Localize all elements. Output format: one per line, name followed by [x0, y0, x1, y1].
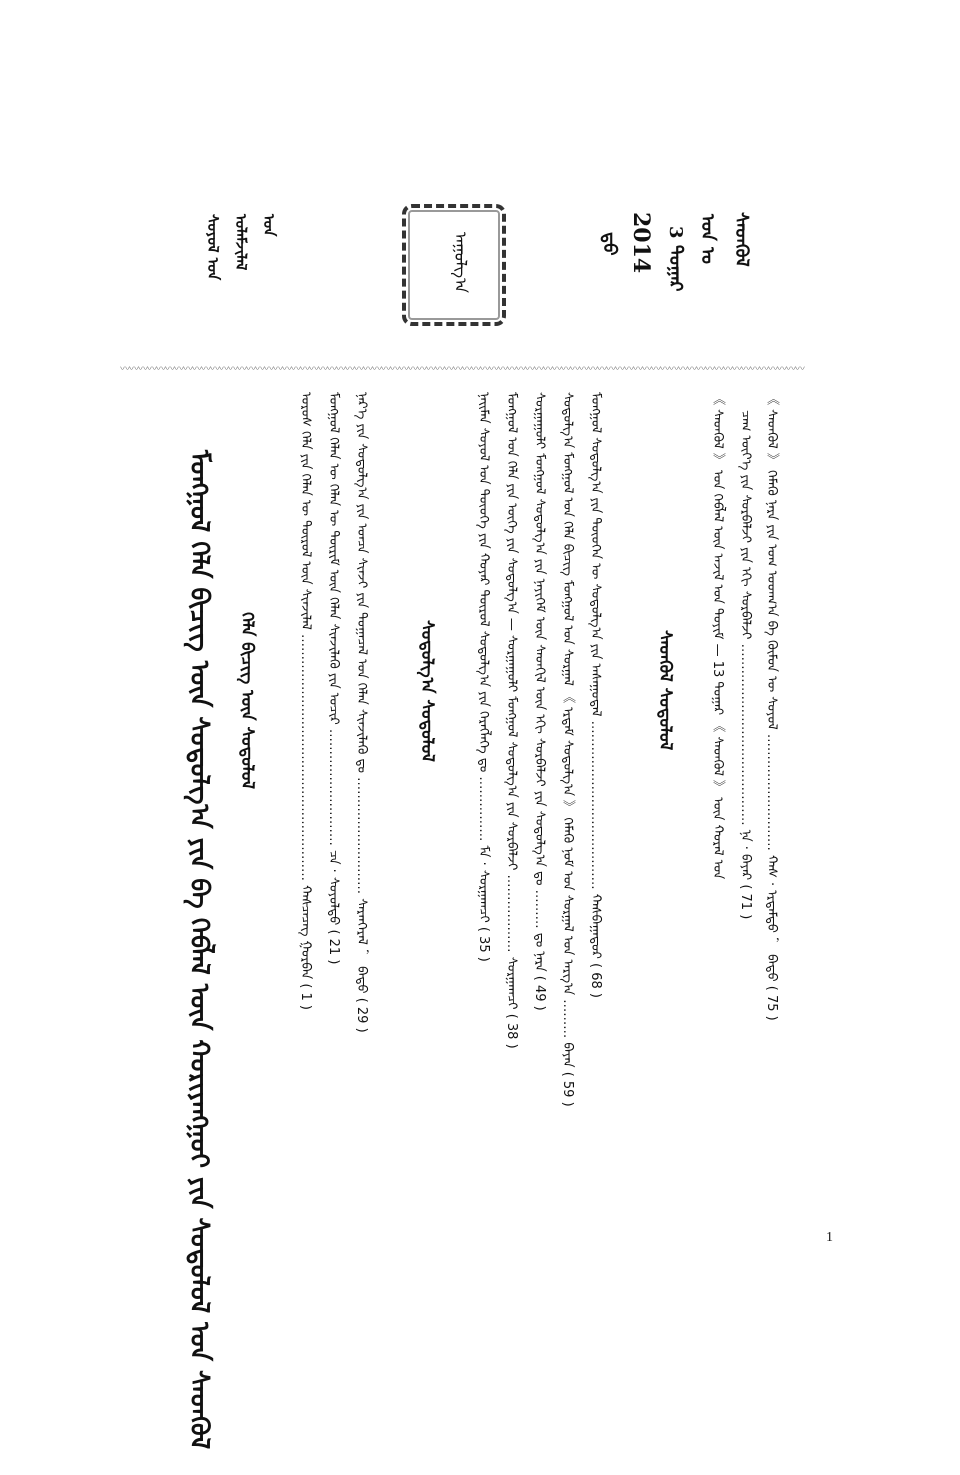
- toc-entry[interactable]: [294, 392, 317, 1457]
- page-number: 1: [826, 1230, 833, 1245]
- issue-label: ᠳᠤᠭᠠᠷ: [665, 244, 686, 292]
- section-heading-2: ᠰᠤᠳᠤᠯᠭ᠎ᠠ ᠰᠤᠳᠤᠯᠤᠯ: [417, 620, 437, 762]
- toc-entry-author: ᠮᠠ · ᠰᠤᠷᠭᠠᠭᠴᠢ: [476, 845, 491, 923]
- toc-entry[interactable]: [760, 392, 783, 1457]
- toc-entry-title: ᠮᠣᠩᠭᠣᠯ ᠬᠡᠯᠡᠨ ᠦ ᠬᠡᠯᠡᠨ ᠦ ᠳᠦᠷᠢᠮ ᠦᠨ ᠬᠡᠯᠡᠨ ᠰᠢᠨᠵᠢᠯᠡᠬᠦ ᠶᠢᠨ ᠤᠴᠢᠷ: [326, 392, 341, 725]
- toc-entry-author: ᠨᠠ · ᠪᠠᠶᠠᠷ: [738, 829, 753, 881]
- section-heading-1: ᠰᠡᠳᠬᠦᠯ ᠰᠤᠳᠤᠯᠤᠯ: [655, 630, 675, 751]
- toc-entry-title: ᠮᠣᠩᠭᠣᠯ ᠤᠨ ᠬᠡᠯᠡ ᠶᠢᠨ ᠦᠭᠡ ᠶᠢᠨ ᠰᠤᠳᠤᠯᠭ᠎ᠠ — ᠰᠤᠷᠭᠠᠭᠤᠯᠢ ᠮᠣᠩᠭᠣᠯ ᠰᠤᠳᠤᠯᠭ᠎ᠠ ᠶᠢᠨ ᠰᠤᠷᠪᠠᠯᠵᠢ: [504, 392, 519, 871]
- toc-leader-dots: ………………: [504, 874, 519, 957]
- toc-entry-title: ᠰᠤᠷᠭᠠᠭᠤᠯᠢ ᠮᠣᠩᠭᠣᠯ ᠰᠤᠳᠤᠯᠭ᠎ᠠ ᠶᠢᠨ ᠨᠡᠶᠢᠭᠡᠮ ᠦᠨ ᠰᠡᠳᠬᠢᠯ ᠦᠨ ᠡᠬᠢ ᠰᠤᠷᠪᠠᠯᠵᠢ ᠶᠢᠨ ᠰᠤᠳᠤᠯᠭ᠎ᠠ ᠳᠤ: [532, 392, 547, 886]
- toc-entry-title: ᠰᠤᠳᠤᠯᠭ᠎ᠠ ᠮᠣᠩᠭᠣᠯ ᠤᠨ ᠬᠡᠯᠡ ᠪᠢᠴᠢᠭ ᠮᠣᠩᠭᠣᠯ ᠤᠨ ᠰᠤᠷᠭᠠᠯ 《 ᠡᠷᠳᠡᠮ ᠰᠤᠳᠤᠯᠭ᠎ᠠ 》 ᠬᠡᠮᠡᠬᠦ ᠨᠣᠮ ᠤᠨ ᠰᠤᠷᠭᠠᠯ ᠤᠨ ᠠᠷᠭ᠎ᠠ: [560, 392, 575, 996]
- toc-entry-page: ( 75 ): [764, 985, 779, 1021]
- toc-entry-page: ( 35 ): [476, 926, 491, 962]
- toc-entry-page: ( 49 ): [532, 975, 547, 1011]
- toc-entry-author: ᠬᠠᠰᠪᠠᠭᠠᠲᠦᠷ: [588, 893, 603, 959]
- toc-leader-dots: ……………: [476, 776, 491, 846]
- toc-leader-dots: ………………………: [354, 777, 369, 899]
- vol-text: ᠳ᠋ᠤ: [599, 232, 620, 256]
- toc-entry-author: ᠰᠠᠷᠠᠨᠭᠡᠷᠡᠯ ， ᠪᠠᠲᠦ: [354, 898, 369, 994]
- toc-entry-page: ( 21 ): [326, 929, 341, 965]
- toc-entry-author: ᠬᠠᠰᠴᠡᠴᠡᠭ ᠭᠤᠷᠪᠠᠨ: [298, 885, 313, 980]
- series-label: ᠣᠨ ᠤ: [697, 214, 718, 264]
- toc-entry-title: ᠨᠡᠷ᠎ᠡ ᠶᠢᠨ ᠰᠤᠳᠤᠯᠭ᠎ᠠ ᠶᠢᠨ ᠣᠨᠴᠠ ᠰᠢᠨᠵᠢ ᠶᠢᠨ ᠲᠣᠭᠠᠴᠠᠯ ᠤᠨ ᠬᠡᠯᠡᠨ ᠰᠢᠨᠵᠢᠯᠡᠬᠦ ᠳᠤ: [354, 392, 369, 773]
- toc-entry-page: ( 68 ): [588, 963, 603, 998]
- toc-entry-title: 《 ᠰᠡᠳᠬᠦᠯ 》 ᠬᠡᠮᠡᠬᠦ ᠨᠡᠷᠡ ᠶᠢᠨ ᠤᠭ ᠤᠳᠬ᠎ᠠ ᠪᠠ ᠬᠦᠮᠦᠨ ᠦ ᠰᠣᠶᠣᠯ: [764, 392, 779, 730]
- toc-entry-title: 《 ᠰᠡᠳᠬᠦᠯ 》 ᠤᠨ ᠬᠡᠪᠯᠡᠯ ᠦᠨ ᠠᠵᠢᠯ ᠤᠨ ᠲᠣᠶᠢᠮ — 13 ᠳᠤᠭᠠᠷ 《 ᠰᠡᠳᠬᠦᠯ 》 ᠦᠨ ᠬᠤᠷᠠᠯ ᠤᠨ: [710, 392, 725, 880]
- toc-entry-page: ( 29 ): [354, 997, 369, 1033]
- toc-entry[interactable]: [706, 392, 729, 1457]
- issue-number: 3: [665, 226, 686, 239]
- toc-leader-dots: ………: [532, 889, 547, 933]
- stamp-text: ᠠᠭᠤᠯᠭ᠎ᠠ: [451, 232, 470, 293]
- journal-word: ᠰᠡᠳᠬᠦᠯ: [731, 212, 752, 267]
- toc-entry[interactable]: [322, 392, 345, 1457]
- toc-leader-dots: ………: [560, 999, 575, 1043]
- toc-entry[interactable]: [472, 392, 495, 1457]
- issue-year: 2014: [628, 212, 654, 274]
- side-title-3: ᠤᠨ: [260, 214, 278, 237]
- issue-number-row: [660, 226, 691, 292]
- side-title-2: ᠤᠯᠠᠮᠵᠢᠯᠠᠯ: [232, 214, 250, 271]
- wavy-divider: 〰〰〰〰〰〰〰〰〰〰〰〰〰〰〰〰〰〰〰〰〰〰〰〰〰〰〰〰〰〰〰〰〰〰〰〰〰〰〰〰〰〰〰〰〰〰〰〰〰〰〰〰〰〰〰〰〰〰〰〰〰〰〰〰〰〰〰〰〰〰〰〰〰〰〰〰: [120, 366, 804, 374]
- toc-entry-page: ( 59 ): [560, 1071, 575, 1107]
- toc-entry-page: ( 1 ): [298, 983, 313, 1011]
- toc-entry[interactable]: [734, 410, 757, 1475]
- toc-entry-page: ( 71 ): [738, 884, 753, 920]
- toc-entry-page: ( 38 ): [504, 1013, 519, 1049]
- main-title: ᠮᠣᠩᠭᠣᠯ ᠬᠡᠯᠡ ᠪᠢᠴᠢᠭ ᠦᠨ ᠰᠤᠳᠤᠯᠭ᠎ᠠ ᠶᠢᠨ ᠪᠠ ᠬᠡᠪᠯᠡᠯ ᠦᠨ ᠬᠣᠷᠢᠶᠠᠩᠭᠤᠢ ᠶᠢᠨ ᠰᠤᠳᠤᠯᠤᠯ ᠤᠨ ᠰᠡᠳᠬᠦᠯ: [184, 450, 214, 1450]
- toc-leader-dots: …………………………………………………: [298, 634, 313, 886]
- toc-entry-author: ᠳᠤ ᠨᠠᠷᠠ: [532, 932, 547, 972]
- toc-entry[interactable]: [556, 392, 579, 1457]
- toc-entry-title: ᠤᠷᠤᠰ ᠬᠡᠯᠡ ᠶᠢᠨ ᠬᠡᠯᠡᠨ ᠦ ᠲᠦᠷᠦᠯ ᠦᠨ ᠰᠢᠨᠵᠢᠯᠡᠯ: [298, 392, 313, 630]
- stamp-frame: [402, 204, 506, 326]
- toc-entry-title: ᠮᠣᠩᠭᠣᠯ ᠰᠤᠳᠤᠯᠭ᠎ᠠ ᠶᠢᠨ ᠲᠦᠦᠬᠡᠨ ᠦ ᠰᠤᠳᠤᠯᠭ᠎ᠠ ᠶᠢᠨ ᠠᠰᠠᠭᠤᠳᠠᠯ: [588, 392, 603, 717]
- toc-entry[interactable]: [350, 392, 373, 1457]
- toc-leader-dots: …………………………………: [588, 720, 603, 894]
- toc-entry[interactable]: [500, 392, 523, 1457]
- toc-leader-dots: ………………………: [326, 728, 341, 850]
- toc-entry[interactable]: [584, 392, 607, 1457]
- section-heading-3: ᠬᠡᠯᠡ ᠪᠢᠴᠢᠭ ᠦᠨ ᠰᠤᠳᠤᠯᠤᠯ: [237, 612, 257, 790]
- toc-entry[interactable]: [528, 392, 551, 1457]
- toc-entry-title: ᠴᠠᠭ ᠦᠶ᠎ᠡ ᠶᠢᠨ ᠰᠤᠷᠪᠠᠯᠵᠢ ᠶᠢᠨ ᠡᠬᠢ ᠰᠤᠷᠪᠠᠯᠵᠢ: [738, 410, 753, 640]
- toc-leader-dots: ……………………………………: [738, 643, 753, 830]
- toc-entry-author: ᠪᠠᠶᠠᠨ: [560, 1042, 575, 1068]
- toc-entry-author: ᠴᠡ · ᠰᠣᠶᠣᠯᠲᠤ: [326, 850, 341, 926]
- toc-entry-author: ᠬᠠᠰ · ᠡᠷᠳᠡᠮᠲᠦ ， ᠪᠠᠲᠦ: [764, 855, 779, 982]
- toc-entry-title: ᠨᠠᠢᠮᠠᠨ ᠰᠣᠶᠣᠯ ᠤᠨ ᠲᠦᠦᠬᠡ ᠶᠢᠨ ᠬᠣᠶᠠᠷ ᠲᠦᠷᠦᠯ ᠰᠤᠳᠤᠯᠭ᠎ᠠ ᠶᠢᠨ ᠬᠡᠷᠡᠭᠯᠡᠭᠡ ᠳᠤ: [476, 392, 491, 773]
- toc-leader-dots: ………………………: [764, 733, 779, 856]
- side-title-1: ᠰᠣᠶᠣᠯ ᠤᠨ: [204, 214, 222, 281]
- toc-entry-author: ᠰᠤᠷᠭᠠᠭᠴᠢ: [504, 956, 519, 1010]
